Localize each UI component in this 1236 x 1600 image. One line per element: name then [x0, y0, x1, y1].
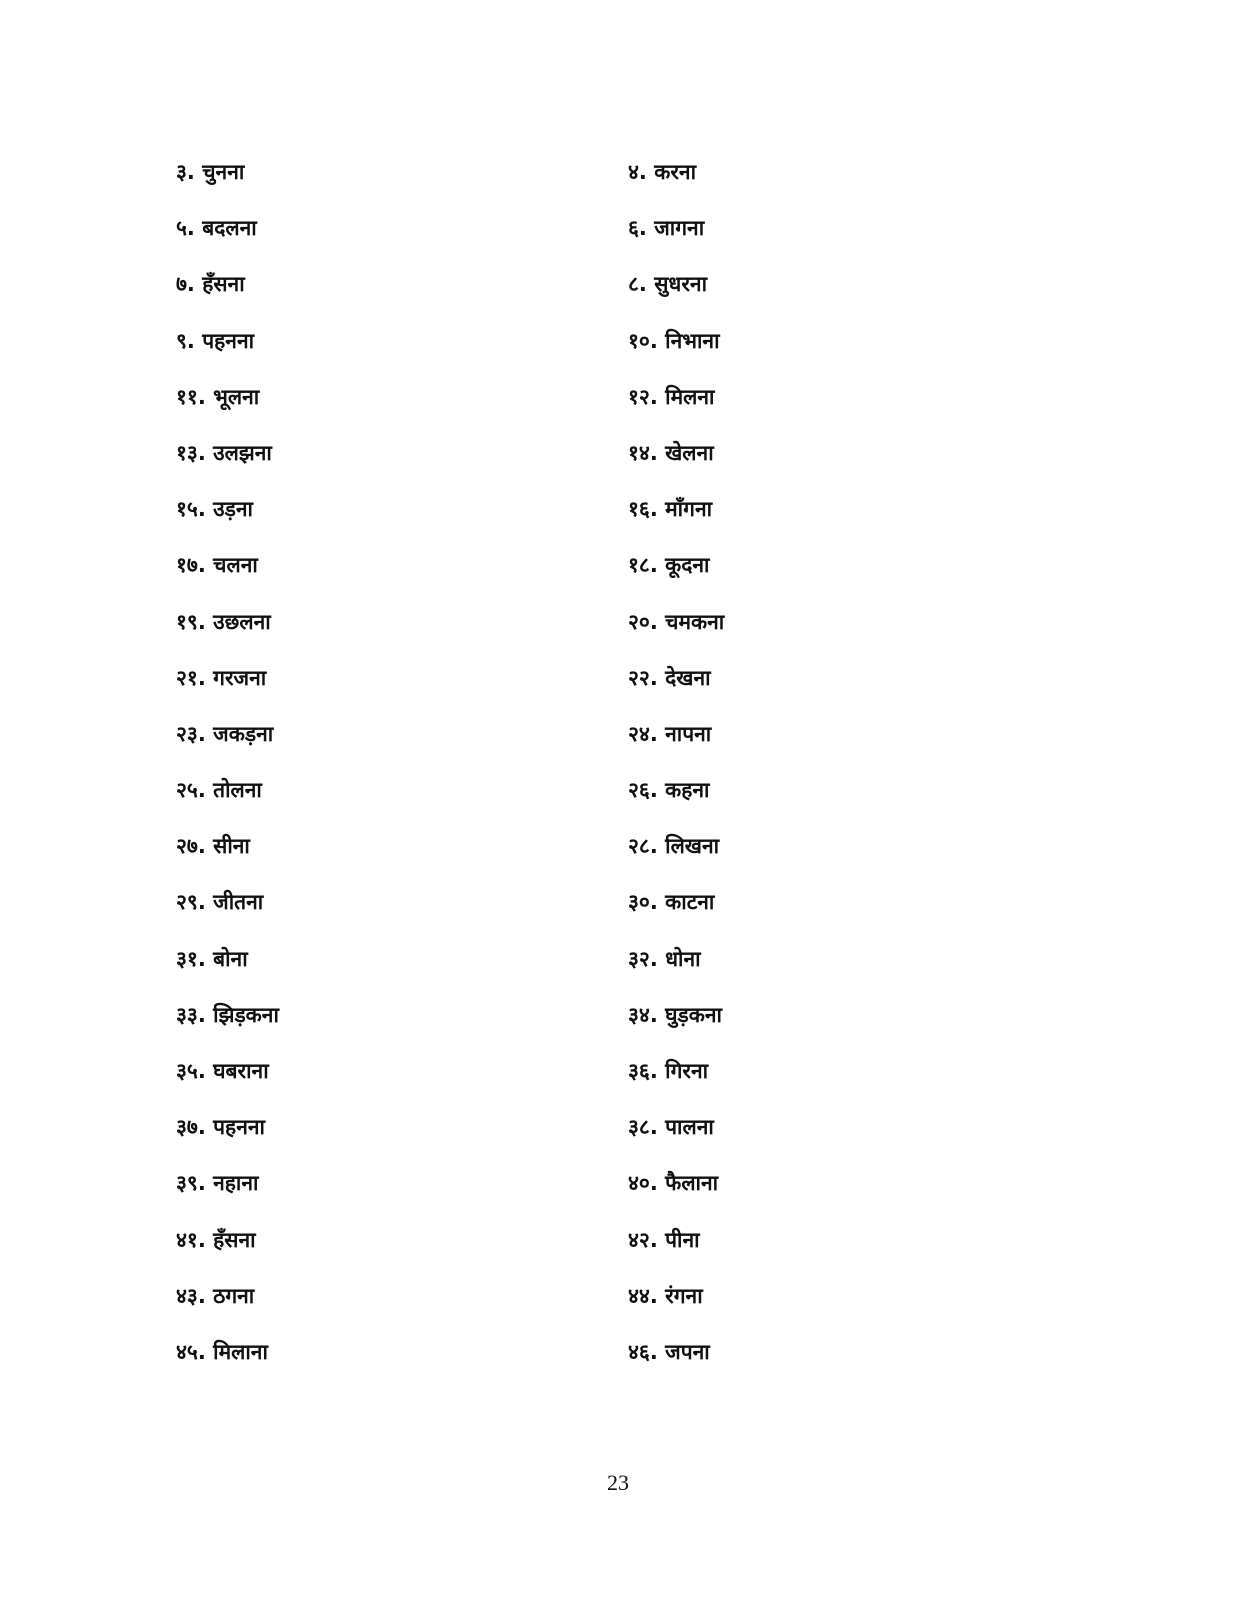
list-item: ५. बदलना: [176, 216, 257, 241]
list-item: २०. चमकना: [628, 609, 725, 634]
list-item: १३. उलझना: [176, 440, 272, 465]
list-item: ८. सुधरना: [628, 272, 708, 297]
list-row: [0, 545, 1236, 601]
list-item: ४४. रंगना: [628, 1283, 703, 1308]
list-item: १९. उछलना: [176, 609, 271, 634]
list-item: १४. खेलना: [628, 440, 714, 465]
list-item: ३४. घुड़कना: [628, 1002, 722, 1027]
list-row: [0, 602, 1236, 658]
list-item: ३६. गिरना: [628, 1059, 709, 1083]
list-item: २५. तोलना: [176, 778, 262, 803]
list-item: २१. गरजना: [176, 665, 267, 690]
list-row: [0, 489, 1236, 545]
list-item: १७. चलना: [176, 553, 258, 578]
list-item: २२. देखना: [628, 665, 711, 690]
list-row: [0, 826, 1236, 882]
list-item: ३३. झिड़कना: [176, 1002, 279, 1027]
list-row: [0, 321, 1236, 377]
list-row: [0, 264, 1236, 320]
list-item: ३९. नहाना: [176, 1171, 259, 1196]
list-row: [0, 433, 1236, 489]
list-item: ३२. धोना: [628, 946, 701, 971]
list-row: [0, 1107, 1236, 1163]
list-item: ३५. घबराना: [176, 1059, 269, 1083]
list-item: ३०. काटना: [628, 890, 715, 915]
list-item: ३. चुनना: [176, 160, 245, 184]
list-item: ४३. ठगना: [176, 1283, 255, 1308]
list-row: [0, 377, 1236, 433]
verb-list: [0, 152, 1236, 1388]
list-row: [0, 882, 1236, 938]
list-item: ९. पहनना: [176, 328, 255, 353]
list-item: ४२. पीना: [628, 1227, 700, 1252]
list-row: [0, 208, 1236, 264]
list-item: ४६. जपना: [628, 1339, 710, 1364]
list-item: ४०. फैलाना: [628, 1171, 719, 1196]
list-row: [0, 1332, 1236, 1388]
list-row: [0, 1051, 1236, 1107]
page-number: 23: [607, 1470, 629, 1495]
list-item: ६. जागना: [628, 216, 705, 241]
list-row: [0, 1163, 1236, 1219]
list-row: [0, 1276, 1236, 1332]
list-row: [0, 770, 1236, 826]
list-row: [0, 658, 1236, 714]
list-item: १२. मिलना: [628, 384, 715, 409]
list-item: २६. कहना: [628, 778, 710, 803]
list-item: २३. जकड़ना: [176, 721, 274, 746]
list-item: ११. भूलना: [176, 384, 260, 409]
list-row: [0, 995, 1236, 1051]
list-item: १८. कूदना: [628, 553, 710, 578]
list-item: ४. करना: [628, 160, 697, 184]
list-item: २४. नापना: [628, 721, 712, 746]
list-row: [0, 939, 1236, 995]
list-item: २७. सीना: [176, 834, 250, 859]
list-row: [0, 1220, 1236, 1276]
list-item: १५. उड़ना: [176, 497, 253, 522]
list-item: २८. लिखना: [628, 834, 720, 859]
list-item: ३७. पहनना: [176, 1115, 265, 1140]
list-item: ४५. मिलाना: [176, 1339, 268, 1364]
list-item: ३८. पालना: [628, 1115, 714, 1140]
list-item: २९. जीतना: [176, 890, 264, 915]
list-item: ७. हँसना: [176, 272, 245, 297]
list-item: ४१. हँसना: [176, 1227, 256, 1252]
list-row: [0, 714, 1236, 770]
list-row: [0, 152, 1236, 208]
list-item: १६. माँगना: [628, 497, 713, 522]
list-item: १०. निभाना: [628, 328, 720, 353]
list-item: ३१. बोना: [176, 946, 248, 971]
